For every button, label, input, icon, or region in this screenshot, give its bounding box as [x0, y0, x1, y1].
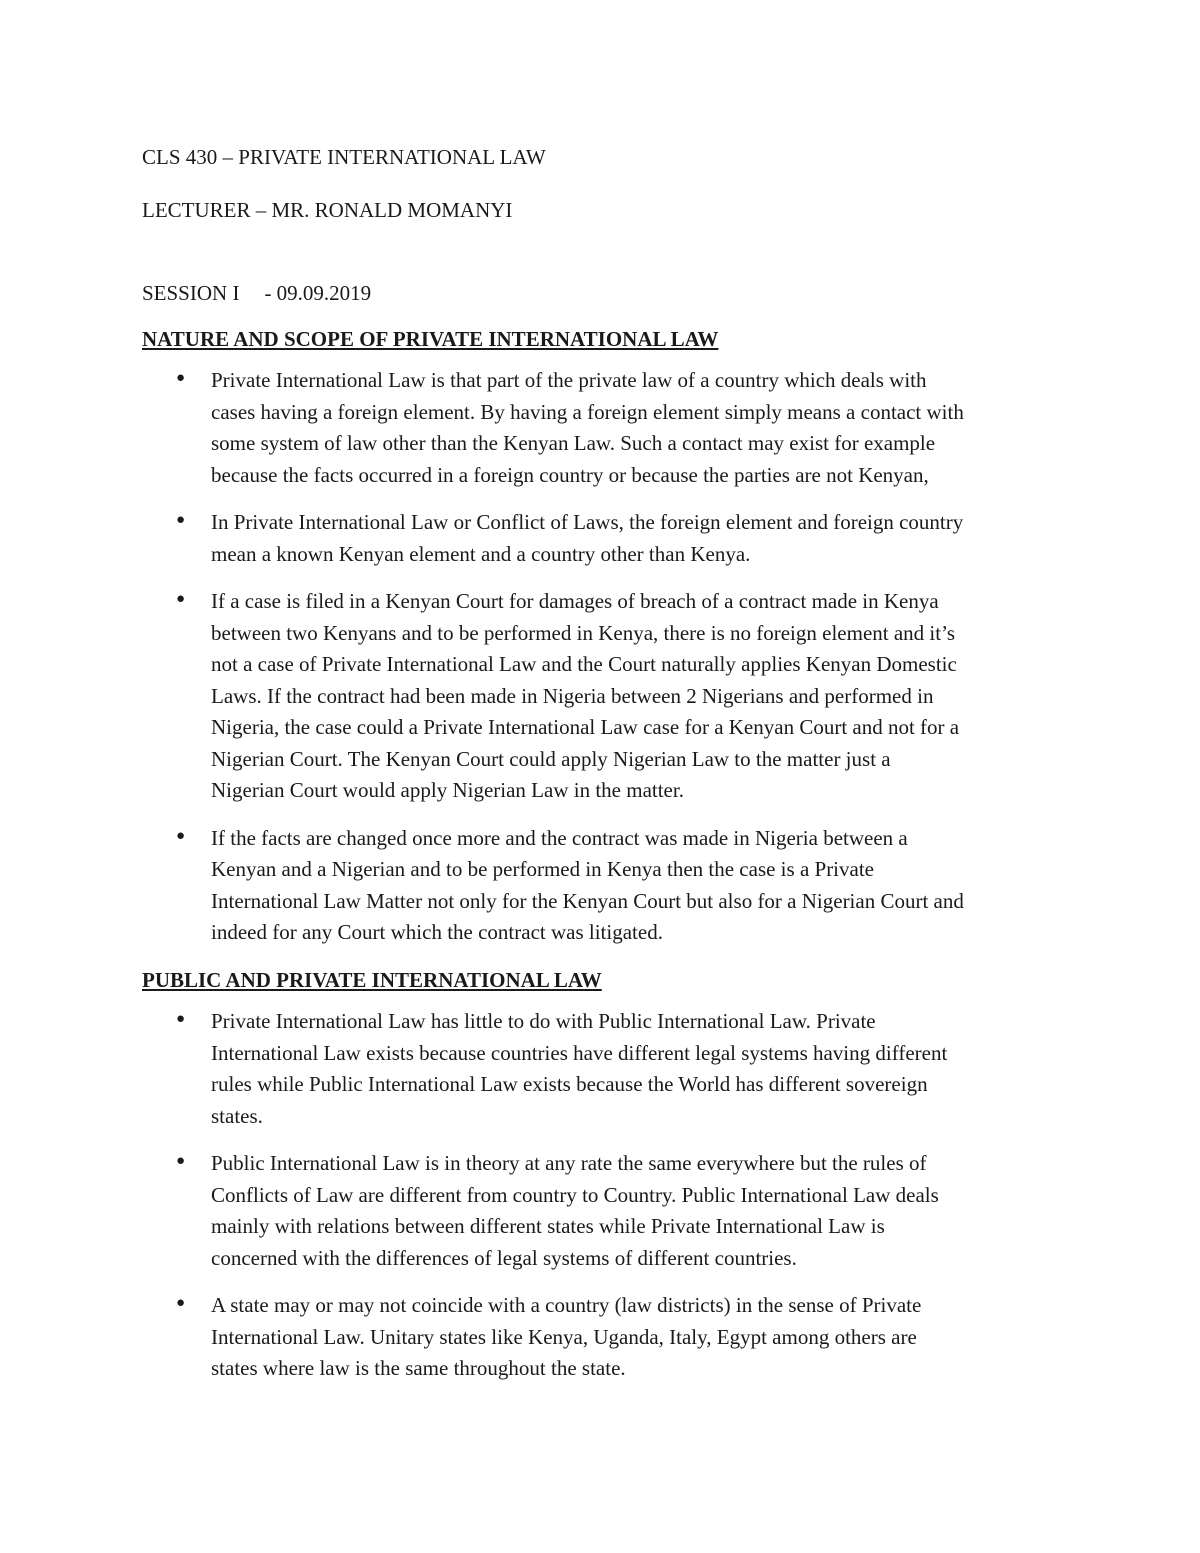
bullet-icon: ● — [176, 1153, 186, 1169]
bullet-text-line: between two Kenyans and to be performed in Kenya, there is no foreign element and it’s — [211, 620, 956, 645]
list-item — [142, 586, 1062, 807]
list-item — [142, 1148, 1062, 1274]
document-body — [142, 142, 1062, 1401]
list-item — [142, 1006, 1062, 1132]
list-item — [142, 365, 1062, 491]
bullet-text-line: not a case of Private International Law and the Court naturally applies Kenyan Domestic — [211, 652, 957, 676]
bullet-text-line: Private International Law has little to do with Public International Law. Private — [211, 1009, 876, 1033]
bullet-icon: ● — [176, 1295, 186, 1311]
section-heading-public-private: PUBLIC AND PRIVATE INTERNATIONAL LAW — [142, 967, 602, 992]
bullet-list-nature-scope — [142, 365, 1062, 949]
bullet-text-line: states where law is the same throughout the state. — [211, 1356, 626, 1380]
bullet-text-line: If the facts are changed once more and the contract was made in Nigeria between a — [211, 825, 908, 850]
bullet-text-line: If a case is filed in a Kenyan Court for damages of breach of a contract made in Kenya — [211, 589, 939, 613]
bullet-icon: ● — [176, 370, 186, 386]
bullet-text-line: cases having a foreign element. By having a foreign element simply means a contact with — [211, 399, 964, 424]
bullet-text-line: Conflicts of Law are different from country to Country. Public International Law deals — [211, 1182, 939, 1207]
bullet-icon: ● — [176, 1011, 186, 1027]
bullet-icon: ● — [176, 827, 186, 844]
bullet-text-line: some system of law other than the Kenyan Law. Such a contact may exist for example — [211, 431, 936, 455]
session-date: - 09.09.2019 — [264, 281, 372, 305]
bullet-text-line: mean a known Kenyan element and a country other than Kenya. — [211, 541, 751, 566]
bullet-text-line: Private International Law is that part of the private law of a country which deals with — [211, 368, 927, 392]
bullet-text-line: Kenyan and a Nigerian and to be performed in Kenya then the case is a Private — [211, 857, 874, 881]
bullet-text-line: Nigerian Court. The Kenyan Court could apply Nigerian Law to the matter just a — [211, 746, 891, 771]
course-title: CLS 430 – PRIVATE INTERNATIONAL LAW — [142, 145, 546, 169]
session-label: SESSION I — [142, 281, 240, 305]
bullet-text-line: In Private International Law or Conflict of Laws, the foreign element and foreign country — [211, 510, 964, 534]
bullet-text-line: Nigeria, the case could a Private International Law case for a Kenyan Court and not for a — [211, 715, 960, 739]
list-item — [142, 1290, 1062, 1385]
bullet-text-line: International Law. Unitary states like Kenya, Uganda, Italy, Egypt among others are — [211, 1324, 917, 1349]
bullet-icon: ● — [176, 512, 186, 528]
bullet-text-line: A state may or may not coincide with a country (law districts) in the sense of Private — [211, 1293, 922, 1317]
bullet-text-line: mainly with relations between different states while Private International Law is — [211, 1214, 885, 1238]
bullet-icon: ● — [176, 591, 186, 607]
bullet-text-line: indeed for any Court which the contract was litigated. — [211, 920, 663, 944]
session-line — [142, 278, 1062, 310]
lecturer-line: LECTURER – MR. RONALD MOMANYI — [142, 197, 513, 222]
bullet-text-line: because the facts occurred in a foreign country or because the parties are not Kenyan, — [211, 462, 929, 487]
bullet-text-line: Laws. If the contract had been made in Nigeria between 2 Nigerians and performed in — [211, 683, 934, 708]
bullet-text-line: rules while Public International Law exists because the World has different sovereign — [211, 1072, 928, 1096]
bullet-list-public-private — [142, 1006, 1062, 1385]
bullet-text-line: Nigerian Court would apply Nigerian Law in the matter. — [211, 778, 684, 802]
list-item — [142, 507, 1062, 570]
bullet-text-line: states. — [211, 1103, 263, 1128]
list-item — [142, 823, 1062, 949]
bullet-text-line: concerned with the differences of legal systems of different countries. — [211, 1245, 797, 1270]
bullet-text-line: International Law exists because countries have different legal systems having different — [211, 1040, 948, 1065]
section-heading-nature-scope: NATURE AND SCOPE OF PRIVATE INTERNATIONAL LAW — [142, 326, 719, 351]
bullet-text-line: International Law Matter not only for the Kenyan Court but also for a Nigerian Court and — [211, 888, 964, 913]
bullet-text-line: Public International Law is in theory at any rate the same everywhere but the rules of — [211, 1151, 927, 1175]
